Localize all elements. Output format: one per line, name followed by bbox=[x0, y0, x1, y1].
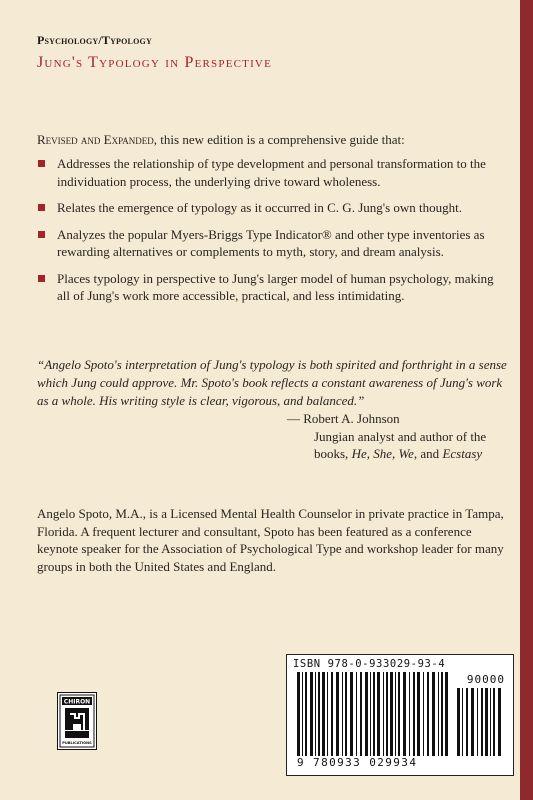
list-item-text: Analyzes the popular Myers-Briggs Type Indicator® and other type inventories as rewarding alternatives or complements to myth, story, and dream analysis. bbox=[57, 226, 485, 259]
list-item bbox=[37, 270, 502, 305]
books-titles: He, She, We, bbox=[351, 446, 418, 461]
spine-strip bbox=[520, 0, 533, 800]
intro-text bbox=[37, 131, 502, 148]
list-item bbox=[37, 199, 502, 217]
isbn-label: ISBN 978-0-933029-93-4 bbox=[293, 658, 446, 670]
price-code: 90000 bbox=[466, 673, 505, 686]
intro-rest: this new edition is a comprehensive guide that: bbox=[157, 132, 405, 147]
bullet-square-icon bbox=[38, 160, 45, 167]
list-item bbox=[37, 226, 502, 261]
quote-attribution bbox=[287, 410, 507, 463]
list-item-text: Addresses the relationship of type development and personal transformation to the individuation process, the underlying drive toward wholeness. bbox=[57, 156, 486, 189]
books-last: Ecstasy bbox=[442, 446, 483, 461]
list-item-text: Places typology in perspective to Jung's larger model of human psychology, making all of Jung's work more accessible, practical, and less intimidating. bbox=[57, 270, 494, 303]
list-item-text: Relates the emergence of typology as it occurred in C. G. Jung's own thought. bbox=[57, 200, 463, 215]
logo-bottom-text: PUBLICATIONS bbox=[62, 741, 92, 745]
books-prefix: books, bbox=[314, 446, 352, 461]
barcode-digits: 9 780933 029934 bbox=[297, 756, 418, 769]
review-quote: “Angelo Spoto's interpretation of Jung's typology is both spirited and forthright in a sense which Jung could approve. Mr. Spoto's book reflects a constant awareness of Jung's work as a whole. His writing style is clear, vigorous, and balanced.” bbox=[37, 357, 507, 408]
quote-author: — Robert A. Johnson bbox=[287, 411, 400, 426]
quote-author-role: Jungian analyst and author of the bbox=[314, 428, 487, 444]
author-bio: Angelo Spoto, M.A., is a Licensed Mental Health Counselor in private practice in Tampa, Florida. A frequent lecturer and consultant, Spoto has been featured as a conference keynote speaker for the Association of Psychological Type and workshop leader for many groups in both the United States and England. bbox=[37, 506, 504, 574]
list-item bbox=[37, 155, 502, 190]
quote-author-books bbox=[287, 445, 507, 463]
bullet-square-icon bbox=[38, 275, 45, 282]
books-and: and bbox=[417, 446, 443, 461]
book-title: Jung's Typology in Perspective bbox=[37, 54, 272, 71]
intro-lead: Revised and Expanded, bbox=[37, 132, 158, 147]
category-label: Psychology/Typology bbox=[37, 33, 152, 47]
bullet-square-icon bbox=[38, 204, 45, 211]
logo-top-text: CHIRON bbox=[63, 698, 91, 706]
bullet-square-icon bbox=[38, 231, 45, 238]
chiron-publications-logo-icon bbox=[57, 692, 97, 750]
feature-list bbox=[37, 155, 502, 314]
barcode-box bbox=[286, 654, 514, 776]
